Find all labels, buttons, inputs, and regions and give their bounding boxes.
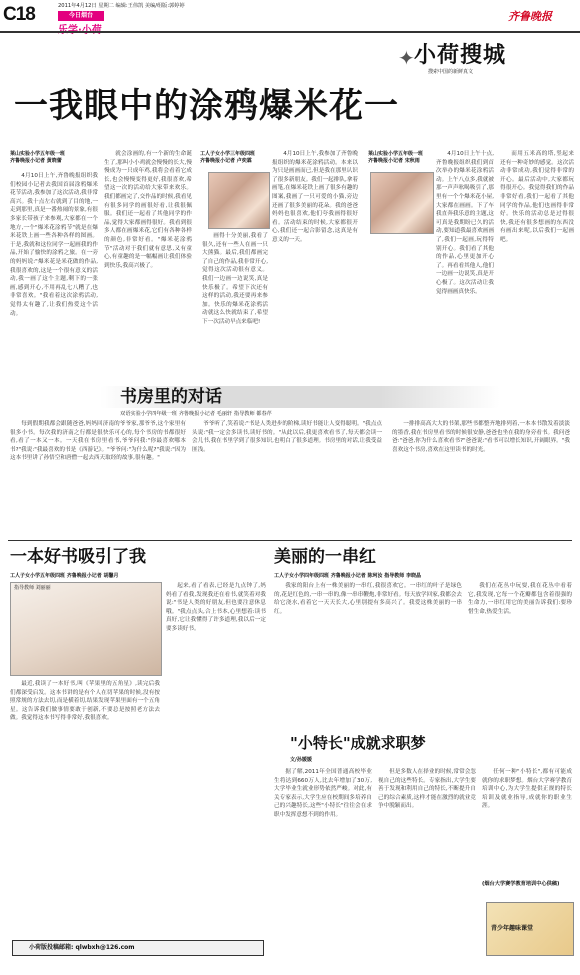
bookmark-paragraph-left: 最近,我读了一本好书,叫《苹果里的五角星》,读完后我们都深受启发。这本书讲的是有个人在切苹果的时候,没有按照常规的方法去切,而是横着切,结果发现苹果里面有一个五角星。这告诉我们做事情要敢于创新,不要总是按照老方法去做。我觉得这本书写得非常好,我很喜欢。 — [10, 681, 160, 722]
byline-3-school: 莱山实验小学五年级一班 — [368, 151, 424, 157]
specialty-text-c — [482, 768, 572, 878]
specialty-text-a — [274, 768, 372, 958]
specialty-byline: 文/孙媛媛 — [290, 757, 312, 763]
book-text-c — [392, 420, 570, 530]
article-3-paragraph-b: 而用五米高的塔,竖起来还有一种奇妙的感觉。这次活动非常成功,我们觉得非常的开心。最后活动中,大家都玩得很开心。我觉得我们的作品非常好看,我们一起看了其他同学的作品,他们也画得非常好。快乐的活动总是过得很快,我还有很多想画的东西没有画出来呢,以后我们一起画吧。 — [500, 151, 574, 243]
book-banner-title: 书房里的对话 — [120, 387, 222, 407]
bookmark-text-left — [10, 680, 160, 932]
byline-1 — [10, 150, 100, 164]
book-text-a — [10, 420, 186, 530]
masthead — [0, 0, 580, 32]
child-photo-1 — [208, 172, 270, 229]
book-banner — [60, 382, 540, 418]
child-photo-2 — [370, 172, 434, 234]
article-1-text-a — [10, 172, 98, 382]
ad-text: 青少年趣味课堂 — [491, 925, 534, 932]
specialty-paragraph-c: 任何一种"小特长",都有可能成就你的求职梦想。烟台大学赛学教育培训中心,为大学生提供正规的特长培训及就业指导,成就你的职业生涯。 — [482, 769, 572, 810]
byline-2-school: 工人子女小学三年级四班 — [200, 151, 256, 157]
submission-email-box — [12, 940, 264, 956]
logo-subtitle: 搜索中国的新鲜真文 — [428, 69, 474, 75]
article-3-text-b — [500, 150, 574, 382]
bookmark-text-right — [166, 582, 266, 932]
bookmark-paragraph-right: 起来,看了看表,已经是九点钟了,妈妈看了看我,发现我还在看书,就笑着对我说:"书是人类的好朋友,但也要注意休息哦。"我点点头,合上书本,心里想着:读书真好,它让我懂得了许多道理,我以后一定要多读好书。 — [166, 583, 266, 632]
brand-logo: 齐鲁晚报 — [508, 10, 552, 23]
bottom-divider — [8, 540, 572, 541]
article-2-text-b — [202, 232, 268, 382]
specialty-headline: "小特长"成就求职梦 — [290, 734, 426, 752]
specialty-contact: (烟台大学赛学教育培训中心供稿) — [482, 881, 560, 887]
flower-byline: 工人子女小学四年级四班 齐鲁晚报小记者 陈珂汝 指导教师 李晓晶 — [274, 573, 421, 579]
article-2-text-a — [272, 150, 358, 382]
bookmark-headline: 一本好书吸引了我 — [10, 547, 146, 567]
logo-text: 小荷搜城 — [414, 43, 507, 68]
book-paragraph-a: 每到假期我都会跟随爸爸,妈妈回济南的爷爷家,那爷爷,这个家里有很多小书。每次我的济南之行都是很快乐可心的,每个书房的书都很好看,看了一本又一本。一天我在书房里看书,爷爷问我:"你最喜欢哪本书?"我说:"我最喜欢的书是《西游记》。"爷爷问:"为什么呢?"我说:"因为这本书里讲了孙悟空和唐僧一起去西天取经的故事,很有趣。" — [10, 421, 186, 462]
book-paragraph-c: 一排排高高大大的书架,那些书都整齐地排列着,一本本书散发着淡淡的墨香,我在书房里看书的时候很安静,爸爸也坐在我的身旁看书。我问爸爸:"爸爸,你为什么喜欢看书?"爸爸说:"看书可以增长知识,开阔眼界。"我喜欢这个书房,喜欢在这里读书的时光。 — [392, 421, 570, 453]
flower-paragraph-right: 我们在花丛中玩耍,我在花丛中看着它,我发现,它每一个花瓣都包含着很强的生命力,一串红用它的美丽告诉我们:要珍惜生命,热爱生活。 — [468, 583, 572, 615]
masthead-rule — [0, 31, 580, 33]
top-headline: 一我眼中的涂鸦爆米花一 — [14, 86, 399, 126]
column-name — [58, 21, 102, 36]
article-1-paragraph-a: 4月10日上午,齐鲁晚报组织我们校园小记者去我国首届涂鸦爆米花节活动,我参加了这次活动,我非常高兴。我十点左右就到了目的地,一走到那里,真是一番热闹的景象,有很多家长带孩子来参观,大家都在一个地方,一个"爆米花涂鸦节"就是在爆米花铁上画一些各种各样的图画。于是,我就和这位同学一起画我的作品,开始了愉快的涂鸦之旅。在一旁的妈妈说:"爆米花是米花做的作品,我很喜欢的,这是一个很有意义的活动,我一画了这个主题,剩下的一张画,感到开心,不用再乱七八糟了,也非常喜欢。"我看着这次涂鸦活动,觉得太有趣了,让我们热爱这个活动。 — [10, 173, 98, 317]
book-byline: 双语实验小学四年级一班 齐鲁晚报小记者 毛丽轩 指导教师 都春芹 — [120, 411, 272, 417]
bookmark-photo-label: 指导教师 刘丽丽 — [14, 585, 51, 591]
date-line: 2011年4月12日 星期二 编辑:王伟凯 美编/组版:郭婷婷 — [58, 3, 185, 9]
column-badge: 今日烟台 — [58, 11, 104, 21]
flower-paragraph: 我家的阳台上有一株美丽的一串红,我很喜欢它。一串红的叶子是绿色的,花是红色的,一串一串的,像一串串鞭炮,非常好看。每天放学回家,我都会去给它浇水,看着它一天天长大,心里别提有多高兴了。我爱这株美丽的一串红。 — [274, 583, 462, 615]
submission-email: 小荷版投稿邮箱: qlwbxh@126.com — [29, 944, 135, 951]
flower-headline: 美丽的一串红 — [274, 547, 376, 567]
flower-text — [274, 582, 462, 702]
article-3-paragraph-a: 4月10日上午十点,齐鲁晚报组织我们到首次举办的爆米花涂鸦活动。上午八点多,我就被那一声声吆喝吸引了,那里有一个个爆米花小屋,大家都在画画。下了车我直奔我乐意的主题,这可真是我期盼已久的活动,要知道我最喜欢画画了,我们一起画,玩得特别开心。我们看了其他的作品,心里更加开心了。再看看其他人,他们一边画一边说笑,真是开心极了。这次活动让我觉得画画真快乐。 — [436, 151, 494, 295]
article-3-text-a — [436, 150, 494, 382]
specialty-paragraph-a: 据了解,2011年全国普通高校毕业生将达到660万人,比去年增加了30万,大学毕业生就业形势依然严峻。对此,有关专家表示,大学生应在校期间多培养自己的兴趣特长,这些"小特长"往往会在求职中发挥意想不到的作用。 — [274, 769, 372, 818]
logo-star: ✦ — [398, 46, 415, 70]
page-code: C18 — [3, 4, 35, 25]
article-2-paragraph-b: 画得十分美丽,我看了很久,还有一些人在画一只大熊猫。最后,我们都画完了自己的作品,我非常开心,觉得这次活动很有意义。我们一边画一边说笑,真是快乐极了。希望下次还有这样的活动,我还要再来参加。快乐的爆米花涂鸦活动就这么快就结束了,希望下一次活动早点来临吧! — [202, 233, 268, 325]
section-logo — [398, 34, 576, 82]
book-text-b — [192, 420, 382, 530]
article-1-paragraph-b: 就会涂画的,有一个新的生命诞生了,那叫小小鸡就会慢慢的长大,慢慢成为一只成年鸡,我将会看着它成长,也会慢慢变得更好,我很喜欢,希望这一次的活动给大家带来欢乐。我们都画完了,交作品的时候,我看见有很多同学的画很好看,让我很佩服。我们还一起看了其他同学的作品,觉得大家都画得很好。我看到很多人都在画爆米花,它们有各种各样的颜色,非常好看。"爆米花涂鸦节"活动对于我们就有意思,又有童心,有童趣的是一幅幅画让我们体验到快乐,我高兴极了。 — [104, 151, 192, 269]
bookmark-photo — [10, 582, 162, 676]
byline-3-reporter: 齐鲁晚报小记者 宋秋雨 — [368, 158, 420, 164]
article-2-paragraph-a: 4月10日上午,我参加了齐鲁晚报组织的爆米花涂鸦活动。本来以为只是画画而已,但是我在那里认识了很多新朋友。我们一起排队,拿着画笔,在爆米花铁上画了很多有趣的图案,我画了一只可爱的小猫,旁边还画了很多美丽的花朵。我的爸爸妈妈也很喜欢,他们夸我画得很好看。活动结束的时候,大家都很开心,我们还一起合影留念,这真是有意义的一天。 — [272, 151, 358, 243]
bookmark-byline: 工人子女小学五年级四班 齐鲁晚报小记者 胡馨月 — [10, 573, 119, 579]
top-article — [10, 150, 575, 382]
byline-1-school: 莱山实验小学五年级一班 — [10, 151, 66, 157]
byline-2-reporter: 齐鲁晚报小记者 卢奕霖 — [200, 158, 252, 164]
specialty-paragraph-b: 但是多数人在择业的时候,常常会忽视自己的这些特长。专家指出,大学生要善于发现和利用自己的特长,不断提升自己的综合素质,这样才能在激烈的就业竞争中脱颖而出。 — [378, 769, 476, 810]
ad-box — [486, 902, 574, 956]
byline-1-reporter: 齐鲁晚报小记者 黄晓蕾 — [10, 158, 62, 164]
flower-text-right — [468, 582, 572, 702]
book-paragraph-b: 爷爷听了,笑着说:"书是人类进步的阶梯,读好书能让人变得聪明。"我点点头说:"我一定会多读书,读好书的。"从此以后,我更喜欢看书了,每天都会读一会儿书,我在书里学到了很多知识,也明白了很多道理。书房里的对话,让我受益匪浅。 — [192, 421, 382, 453]
specialty-text-b — [378, 768, 476, 958]
article-1-text-b — [104, 150, 192, 382]
